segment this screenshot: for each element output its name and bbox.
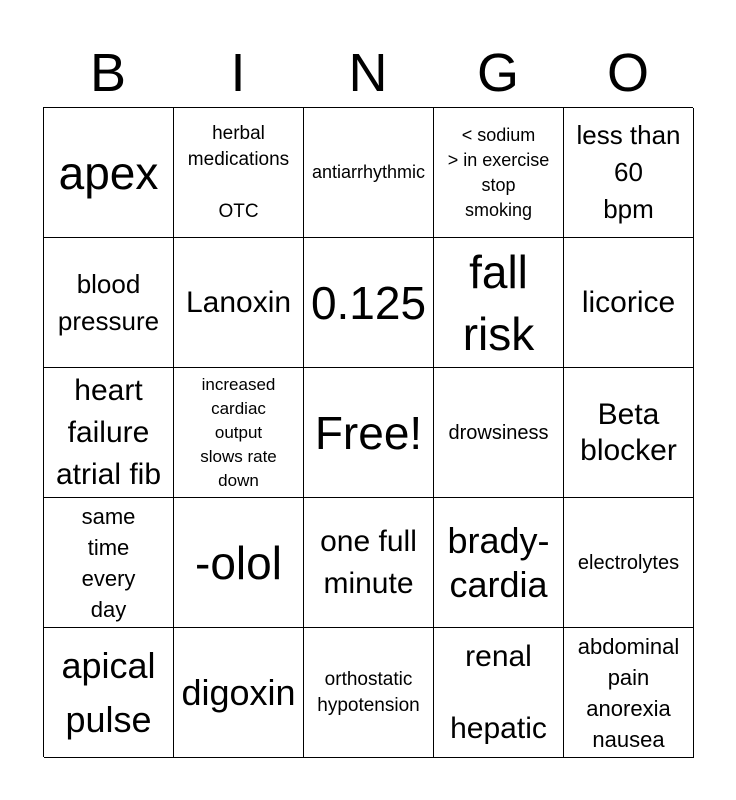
bingo-cell-r2-c5[interactable] xyxy=(564,238,694,368)
cell-label: blood pressure xyxy=(57,268,160,336)
bingo-cell-r3-c1[interactable] xyxy=(44,368,174,498)
cell-label: brady- cardia xyxy=(447,519,550,605)
cell-label: drowsiness xyxy=(448,421,549,444)
cell-label: same time every day xyxy=(81,503,136,622)
cell-label: apex xyxy=(58,146,159,199)
bingo-cell-r3-c3[interactable] xyxy=(304,368,434,498)
cell-label: antiarrhythmic xyxy=(311,162,426,182)
bingo-cell-r3-c4[interactable] xyxy=(434,368,564,498)
bingo-cell-r5-c4[interactable] xyxy=(434,628,564,758)
cell-label: Beta blocker xyxy=(580,397,677,467)
bingo-cell-r5-c1[interactable] xyxy=(44,628,174,758)
bingo-cell-r4-c4[interactable] xyxy=(434,498,564,628)
cell-label: fall risk xyxy=(462,245,535,360)
cell-label: renal hepatic xyxy=(450,639,547,745)
bingo-cell-r5-c5[interactable] xyxy=(564,628,694,758)
bingo-board xyxy=(43,107,693,757)
cell-label: digoxin xyxy=(181,671,296,713)
bingo-cell-r5-c3[interactable] xyxy=(304,628,434,758)
header-letter-b: B xyxy=(89,43,127,103)
bingo-header xyxy=(43,40,693,106)
cell-label: electrolytes xyxy=(577,551,680,574)
header-letter-o: O xyxy=(606,43,649,103)
bingo-cell-r1-c3[interactable] xyxy=(304,108,434,238)
bingo-cell-r4-c2[interactable] xyxy=(174,498,304,628)
cell-label: licorice xyxy=(581,285,676,319)
bingo-cell-r2-c3[interactable] xyxy=(304,238,434,368)
bingo-cell-r4-c3[interactable] xyxy=(304,498,434,628)
bingo-cell-r4-c5[interactable] xyxy=(564,498,694,628)
bingo-cell-r1-c5[interactable] xyxy=(564,108,694,238)
cell-label: orthostatic hypotension xyxy=(317,668,420,716)
cell-label: -olol xyxy=(195,536,282,589)
header-letter-i: I xyxy=(230,43,246,103)
cell-label: less than 60 bpm xyxy=(576,120,681,224)
cell-label: increased cardiac output slows rate down xyxy=(200,374,277,490)
header-letter-g: G xyxy=(476,43,519,103)
cell-label: herbal medications OTC xyxy=(187,122,290,222)
cell-label: abdominal pain anorexia nausea xyxy=(577,633,680,752)
cell-label: 0.125 xyxy=(310,276,427,329)
bingo-cell-r3-c2[interactable] xyxy=(174,368,304,498)
bingo-cell-r5-c2[interactable] xyxy=(174,628,304,758)
bingo-cell-r2-c2[interactable] xyxy=(174,238,304,368)
bingo-cell-r1-c1[interactable] xyxy=(44,108,174,238)
cell-label: < sodium > in exercise stop smoking xyxy=(447,124,550,220)
cell-label: Free! xyxy=(314,406,423,459)
cell-label: Lanoxin xyxy=(185,285,292,319)
cell-label: heart failure atrial fib xyxy=(55,373,162,491)
bingo-cell-r2-c4[interactable] xyxy=(434,238,564,368)
cell-label: one full minute xyxy=(320,524,417,600)
header-letter-n: N xyxy=(348,43,388,103)
cell-label: apical pulse xyxy=(61,644,156,740)
bingo-cell-r1-c4[interactable] xyxy=(434,108,564,238)
bingo-cell-r4-c1[interactable] xyxy=(44,498,174,628)
bingo-cell-r2-c1[interactable] xyxy=(44,238,174,368)
bingo-cell-r3-c5[interactable] xyxy=(564,368,694,498)
bingo-cell-r1-c2[interactable] xyxy=(174,108,304,238)
